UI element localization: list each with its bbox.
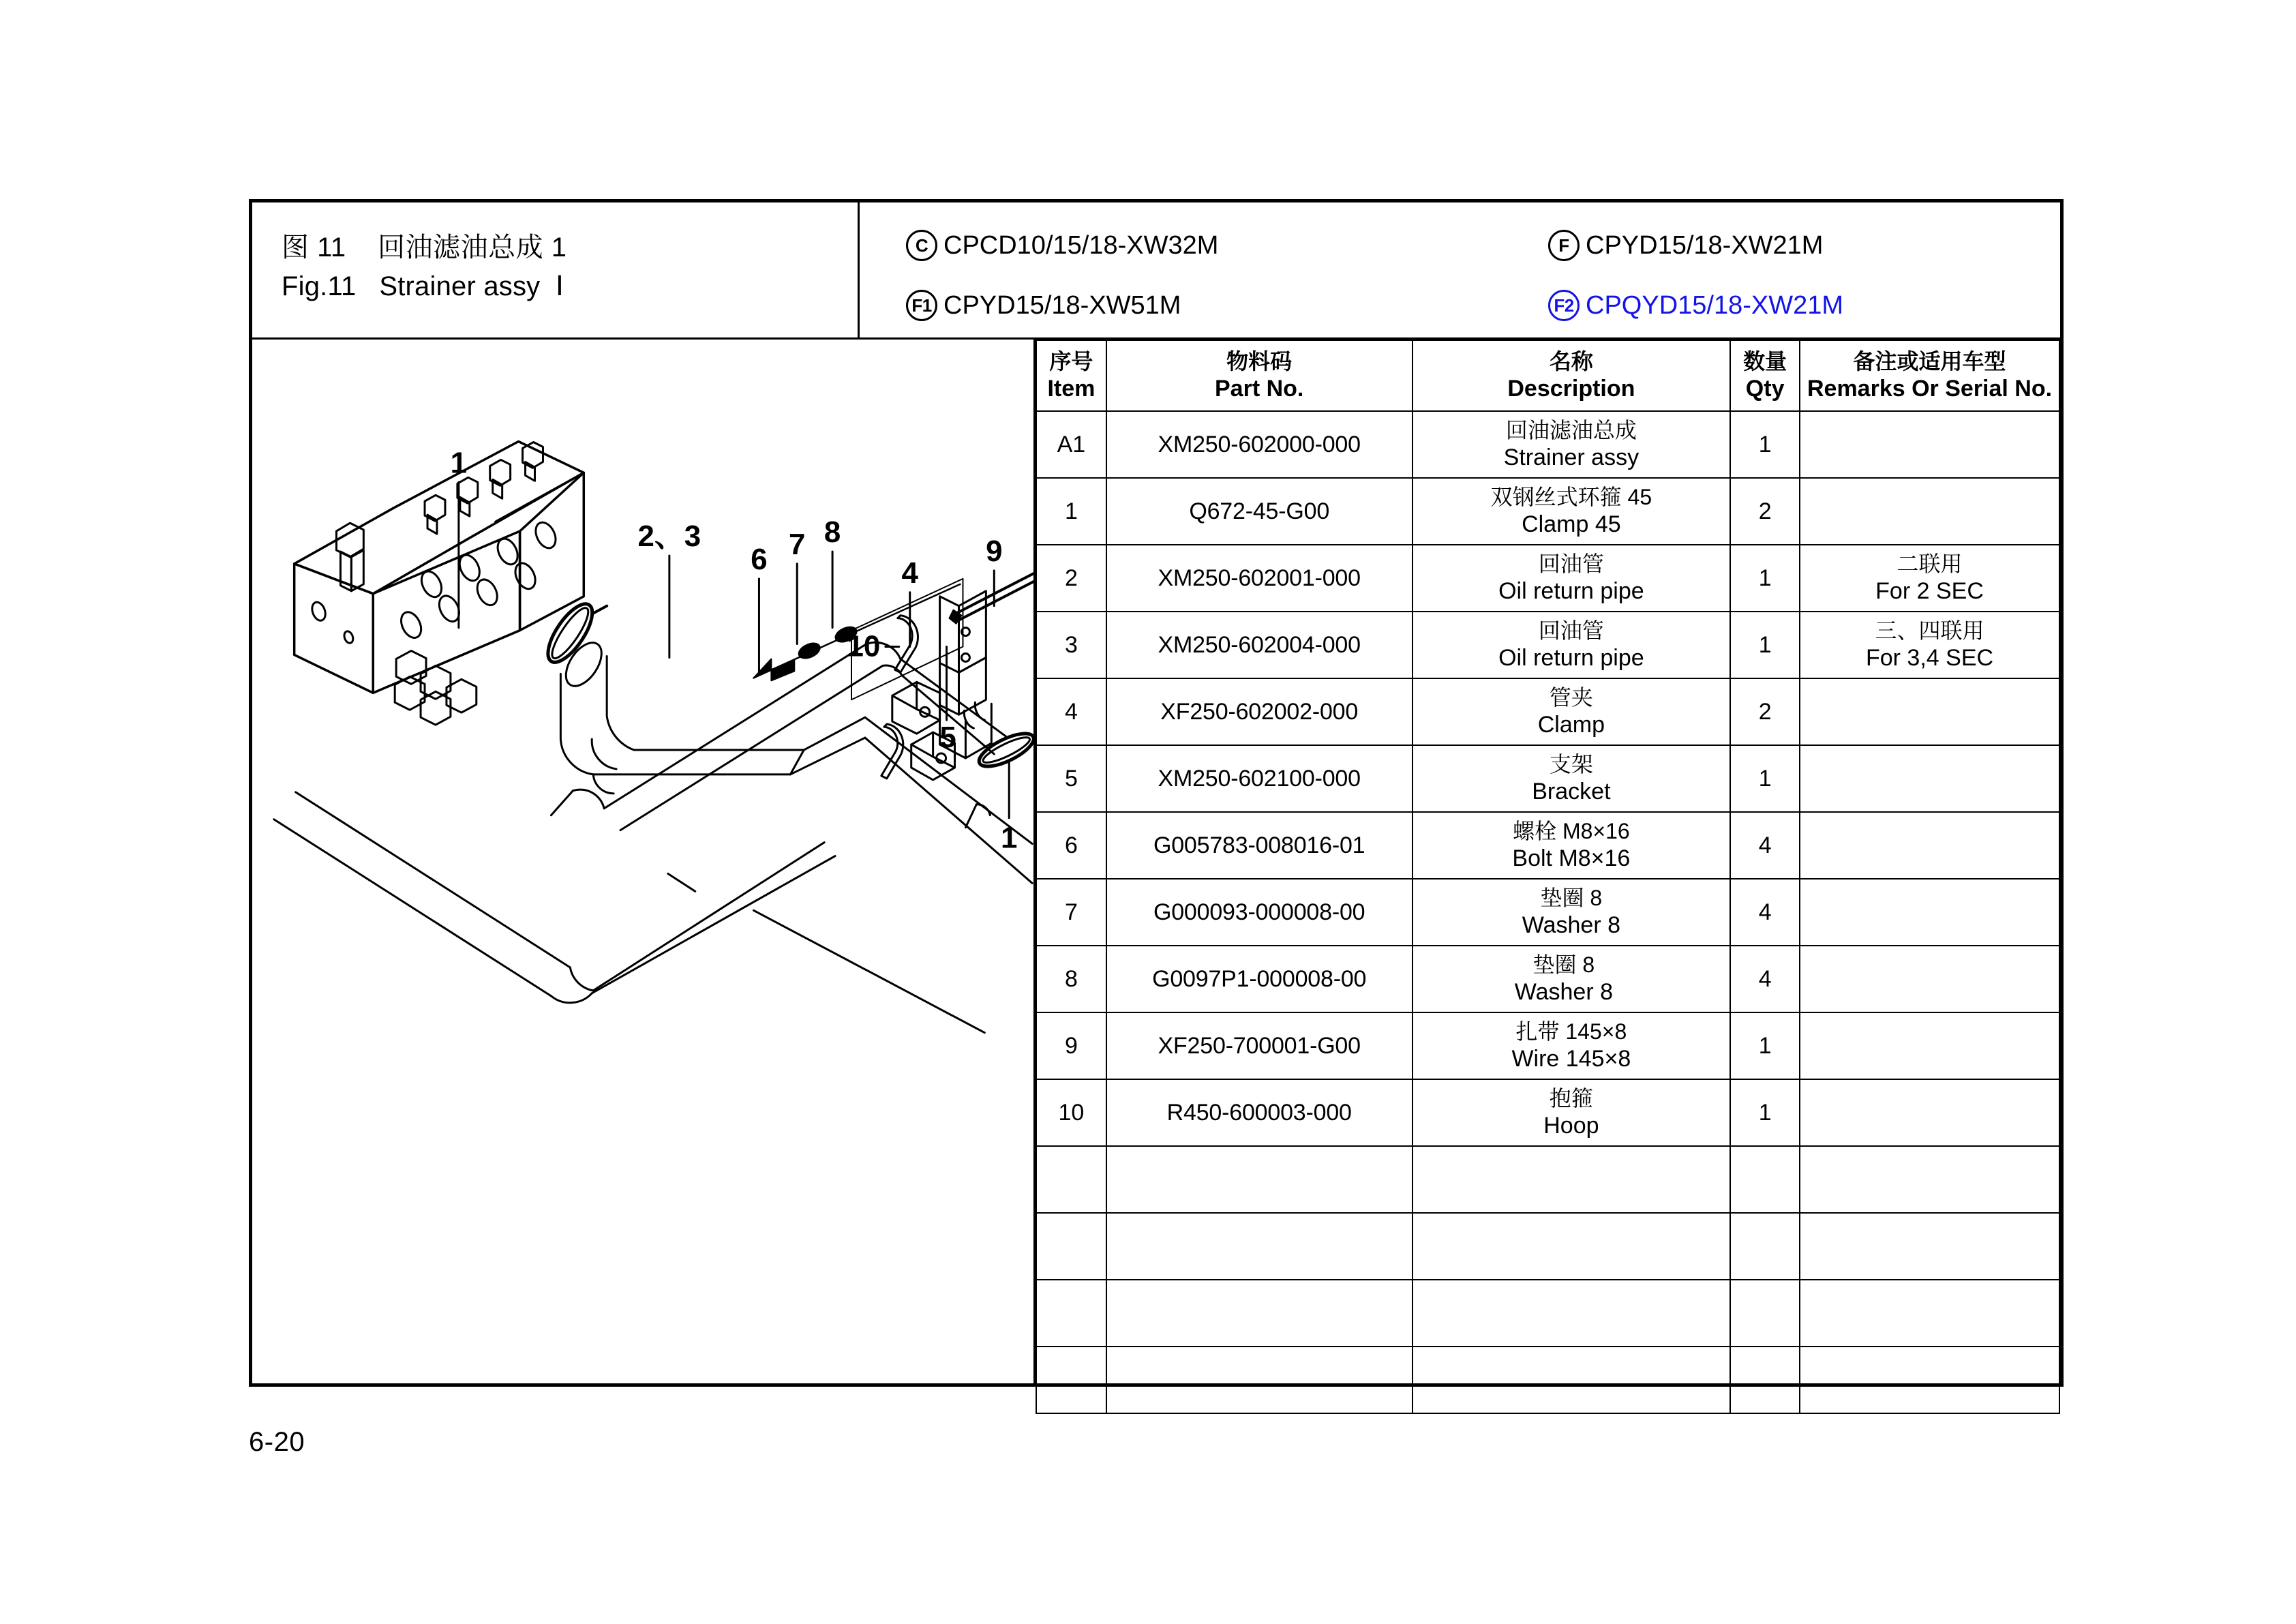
cell-item: A1 xyxy=(1036,411,1106,478)
column-header-description-en: Description xyxy=(1507,375,1635,402)
cell-description xyxy=(1413,1146,1731,1213)
cell-description xyxy=(1413,1012,1731,1079)
column-header-remarks-cn: 备注或适用车型 xyxy=(1853,349,2006,374)
cell-remarks-cn: 二联用 xyxy=(1897,552,1963,577)
header-band xyxy=(252,202,2060,340)
column-header-qty-cn: 数量 xyxy=(1743,349,1787,374)
model-entry-f2 xyxy=(1548,290,1843,321)
cell-description xyxy=(1413,879,1731,946)
cell-description xyxy=(1413,545,1731,612)
column-header-item xyxy=(1036,340,1106,411)
cell-qty: 4 xyxy=(1730,946,1800,1012)
table-row xyxy=(1036,612,2059,678)
cell-qty: 2 xyxy=(1730,478,1800,545)
cell-remarks xyxy=(1800,411,2059,478)
cell-description-en: Bolt M8×16 xyxy=(1512,845,1631,871)
cell-description xyxy=(1413,1079,1731,1146)
cell-description xyxy=(1413,1347,1731,1413)
cell-qty: 1 xyxy=(1730,545,1800,612)
table-row xyxy=(1036,1079,2059,1146)
cell-description-cn: 管夹 xyxy=(1549,685,1593,710)
cell-part-no xyxy=(1106,1280,1413,1347)
column-header-description xyxy=(1413,340,1731,411)
callout-10: 10 xyxy=(847,629,881,663)
table-row xyxy=(1036,678,2059,745)
cell-description xyxy=(1413,678,1731,745)
page-number: 6-20 xyxy=(249,1427,305,1457)
model-entry-c xyxy=(906,230,1218,261)
cell-remarks xyxy=(1800,612,2059,678)
column-header-qty xyxy=(1730,340,1800,411)
cell-item: 1 xyxy=(1036,478,1106,545)
model-badge-icon: C xyxy=(906,230,937,261)
cell-part-no: XF250-602002-000 xyxy=(1106,678,1413,745)
cell-qty: 4 xyxy=(1730,812,1800,879)
cell-description-en: Hoop xyxy=(1543,1112,1599,1139)
cell-qty xyxy=(1730,1280,1800,1347)
cell-item: 3 xyxy=(1036,612,1106,678)
cell-item xyxy=(1036,1146,1106,1213)
cell-item: 4 xyxy=(1036,678,1106,745)
table-row xyxy=(1036,745,2059,812)
cell-remarks xyxy=(1800,1213,2059,1280)
cell-description-en: Bracket xyxy=(1532,778,1611,805)
callout-9: 9 xyxy=(986,534,1003,568)
cell-remarks xyxy=(1800,545,2059,612)
cell-qty xyxy=(1730,1146,1800,1213)
cell-description xyxy=(1413,1213,1731,1280)
model-code-block xyxy=(860,202,2060,337)
body-band xyxy=(252,340,2060,1383)
cell-description-cn: 扎带 145×8 xyxy=(1515,1019,1627,1044)
cell-item: 10 xyxy=(1036,1079,1106,1146)
clamp-ring-upper xyxy=(540,597,607,669)
cell-description xyxy=(1413,812,1731,879)
cell-item: 7 xyxy=(1036,879,1106,946)
model-code-text: CPYD15/18-XW21M xyxy=(1586,230,1824,260)
parts-list-table xyxy=(1036,340,2060,1414)
cell-part-no: XM250-602004-000 xyxy=(1106,612,1413,678)
cell-qty: 1 xyxy=(1730,745,1800,812)
oil-return-pipe-lower xyxy=(274,642,1008,1002)
cell-part-no: Q672-45-G00 xyxy=(1106,478,1413,545)
table-header-row xyxy=(1036,340,2059,411)
cell-part-no xyxy=(1106,1347,1413,1413)
cell-remarks xyxy=(1800,1280,2059,1347)
cell-part-no xyxy=(1106,1146,1413,1213)
cell-description-cn: 垫圈 8 xyxy=(1540,886,1603,911)
callout-8: 8 xyxy=(824,515,841,550)
cell-description-cn: 回油管 xyxy=(1538,552,1604,577)
model-entry-f xyxy=(1548,230,1823,261)
cell-part-no: XM250-602001-000 xyxy=(1106,545,1413,612)
cell-description-cn: 支架 xyxy=(1549,752,1593,777)
figure-title-block xyxy=(252,202,860,337)
cell-remarks xyxy=(1800,879,2059,946)
callout-5: 5 xyxy=(939,721,956,755)
cell-item xyxy=(1036,1213,1106,1280)
cell-part-no: G005783-008016-01 xyxy=(1106,812,1413,879)
cell-item: 6 xyxy=(1036,812,1106,879)
exploded-assembly-drawing xyxy=(252,340,1036,1383)
table-row xyxy=(1036,1213,2059,1280)
cell-remarks xyxy=(1800,1347,2059,1413)
cell-qty: 4 xyxy=(1730,879,1800,946)
table-row xyxy=(1036,812,2059,879)
parts-rows xyxy=(1036,411,2059,1413)
assembly-diagram-svg xyxy=(252,340,1033,1383)
cell-qty: 2 xyxy=(1730,678,1800,745)
callout-6: 6 xyxy=(751,542,768,576)
cell-description xyxy=(1413,946,1731,1012)
cell-part-no: XM250-602100-000 xyxy=(1106,745,1413,812)
callout-1-lower: 1 xyxy=(1001,821,1018,855)
cell-remarks xyxy=(1800,812,2059,879)
cell-item: 5 xyxy=(1036,745,1106,812)
cell-description-en: Washer 8 xyxy=(1522,912,1620,938)
column-header-part-no-cn: 物料码 xyxy=(1226,349,1293,374)
column-header-remarks-en: Remarks Or Serial No. xyxy=(1807,375,2053,402)
cell-description-cn: 螺栓 M8×16 xyxy=(1513,819,1630,844)
cell-remarks xyxy=(1800,745,2059,812)
cell-qty xyxy=(1730,1347,1800,1413)
cell-item xyxy=(1036,1347,1106,1413)
catalog-page-frame xyxy=(249,199,2064,1387)
table-row xyxy=(1036,946,2059,1012)
table-row xyxy=(1036,1012,2059,1079)
cell-part-no xyxy=(1106,1213,1413,1280)
cell-description xyxy=(1413,411,1731,478)
model-entry-f1 xyxy=(906,290,1181,321)
column-header-part-no xyxy=(1106,340,1413,411)
callout-labels xyxy=(451,446,1018,854)
leader-lines xyxy=(459,482,1033,1032)
cell-description-en: Strainer assy xyxy=(1503,444,1640,470)
model-badge-icon: F2 xyxy=(1548,290,1580,321)
column-header-item-cn: 序号 xyxy=(1049,349,1093,374)
figure-title-cn: 图 11 回油滤油总成 1 xyxy=(282,232,567,262)
cell-description-en: Wire 145×8 xyxy=(1511,1045,1631,1072)
column-header-item-en: Item xyxy=(1047,375,1096,402)
table-row xyxy=(1036,545,2059,612)
cell-description-cn: 回油滤油总成 xyxy=(1505,418,1637,443)
cell-part-no: G0097P1-000008-00 xyxy=(1106,946,1413,1012)
cell-description-en: Clamp 45 xyxy=(1522,511,1621,537)
column-header-qty-en: Qty xyxy=(1745,375,1785,402)
cell-remarks xyxy=(1800,1079,2059,1146)
cell-qty: 1 xyxy=(1730,612,1800,678)
cell-qty: 1 xyxy=(1730,1079,1800,1146)
cell-qty: 1 xyxy=(1730,1012,1800,1079)
cell-description-en: Clamp xyxy=(1537,711,1605,738)
column-header-part-no-en: Part No. xyxy=(1215,375,1304,402)
cell-description-cn: 回油管 xyxy=(1538,618,1604,644)
cell-qty: 1 xyxy=(1730,411,1800,478)
cell-item: 8 xyxy=(1036,946,1106,1012)
cell-remarks xyxy=(1800,1012,2059,1079)
cell-description xyxy=(1413,745,1731,812)
cell-description-en: Washer 8 xyxy=(1514,978,1613,1005)
table-row xyxy=(1036,1347,2059,1413)
cell-part-no: XF250-700001-G00 xyxy=(1106,1012,1413,1079)
cell-remarks xyxy=(1800,478,2059,545)
callout-1-upper: 1 xyxy=(450,446,468,480)
oil-return-pipe-upper xyxy=(559,637,1032,884)
cell-item: 2 xyxy=(1036,545,1106,612)
table-row xyxy=(1036,478,2059,545)
table-row xyxy=(1036,411,2059,478)
wire-tie-9 xyxy=(950,568,1033,624)
cell-description-cn: 双钢丝式环箍 45 xyxy=(1490,485,1652,510)
model-code-text: CPYD15/18-XW51M xyxy=(943,290,1181,320)
callout-7: 7 xyxy=(789,527,806,561)
table-row xyxy=(1036,879,2059,946)
figure-title-en: Fig.11 Strainer assy Ⅰ xyxy=(282,271,564,301)
cell-remarks-en: For 3,4 SEC xyxy=(1865,644,1994,671)
model-badge-icon: F xyxy=(1548,230,1580,261)
cell-part-no: G000093-000008-00 xyxy=(1106,879,1413,946)
column-header-description-cn: 名称 xyxy=(1549,349,1593,374)
cell-remarks xyxy=(1800,678,2059,745)
callout-4: 4 xyxy=(901,556,918,590)
cell-part-no: R450-600003-000 xyxy=(1106,1079,1413,1146)
cell-description xyxy=(1413,1280,1731,1347)
model-code-text: CPQYD15/18-XW21M xyxy=(1586,290,1844,320)
cell-remarks xyxy=(1800,1146,2059,1213)
callout-2-3: 2、3 xyxy=(637,520,701,554)
cell-item: 9 xyxy=(1036,1012,1106,1079)
cell-remarks-cn: 三、四联用 xyxy=(1875,618,1984,644)
cell-description xyxy=(1413,612,1731,678)
cell-part-no: XM250-602000-000 xyxy=(1106,411,1413,478)
table-row xyxy=(1036,1146,2059,1213)
cell-description-en: Oil return pipe xyxy=(1498,644,1644,671)
cell-description-cn: 抱箍 xyxy=(1549,1086,1593,1111)
model-code-text: CPCD10/15/18-XW32M xyxy=(943,230,1219,260)
cell-description xyxy=(1413,478,1731,545)
cell-remarks-en: For 2 SEC xyxy=(1875,577,1984,604)
cell-qty xyxy=(1730,1213,1800,1280)
model-badge-icon: F1 xyxy=(906,290,937,321)
cell-item xyxy=(1036,1280,1106,1347)
valve-block-group xyxy=(294,442,584,725)
column-header-remarks xyxy=(1800,340,2059,411)
table-row xyxy=(1036,1280,2059,1347)
cell-description-cn: 垫圈 8 xyxy=(1532,952,1595,978)
cell-remarks xyxy=(1800,946,2059,1012)
cell-description-en: Oil return pipe xyxy=(1498,577,1644,604)
